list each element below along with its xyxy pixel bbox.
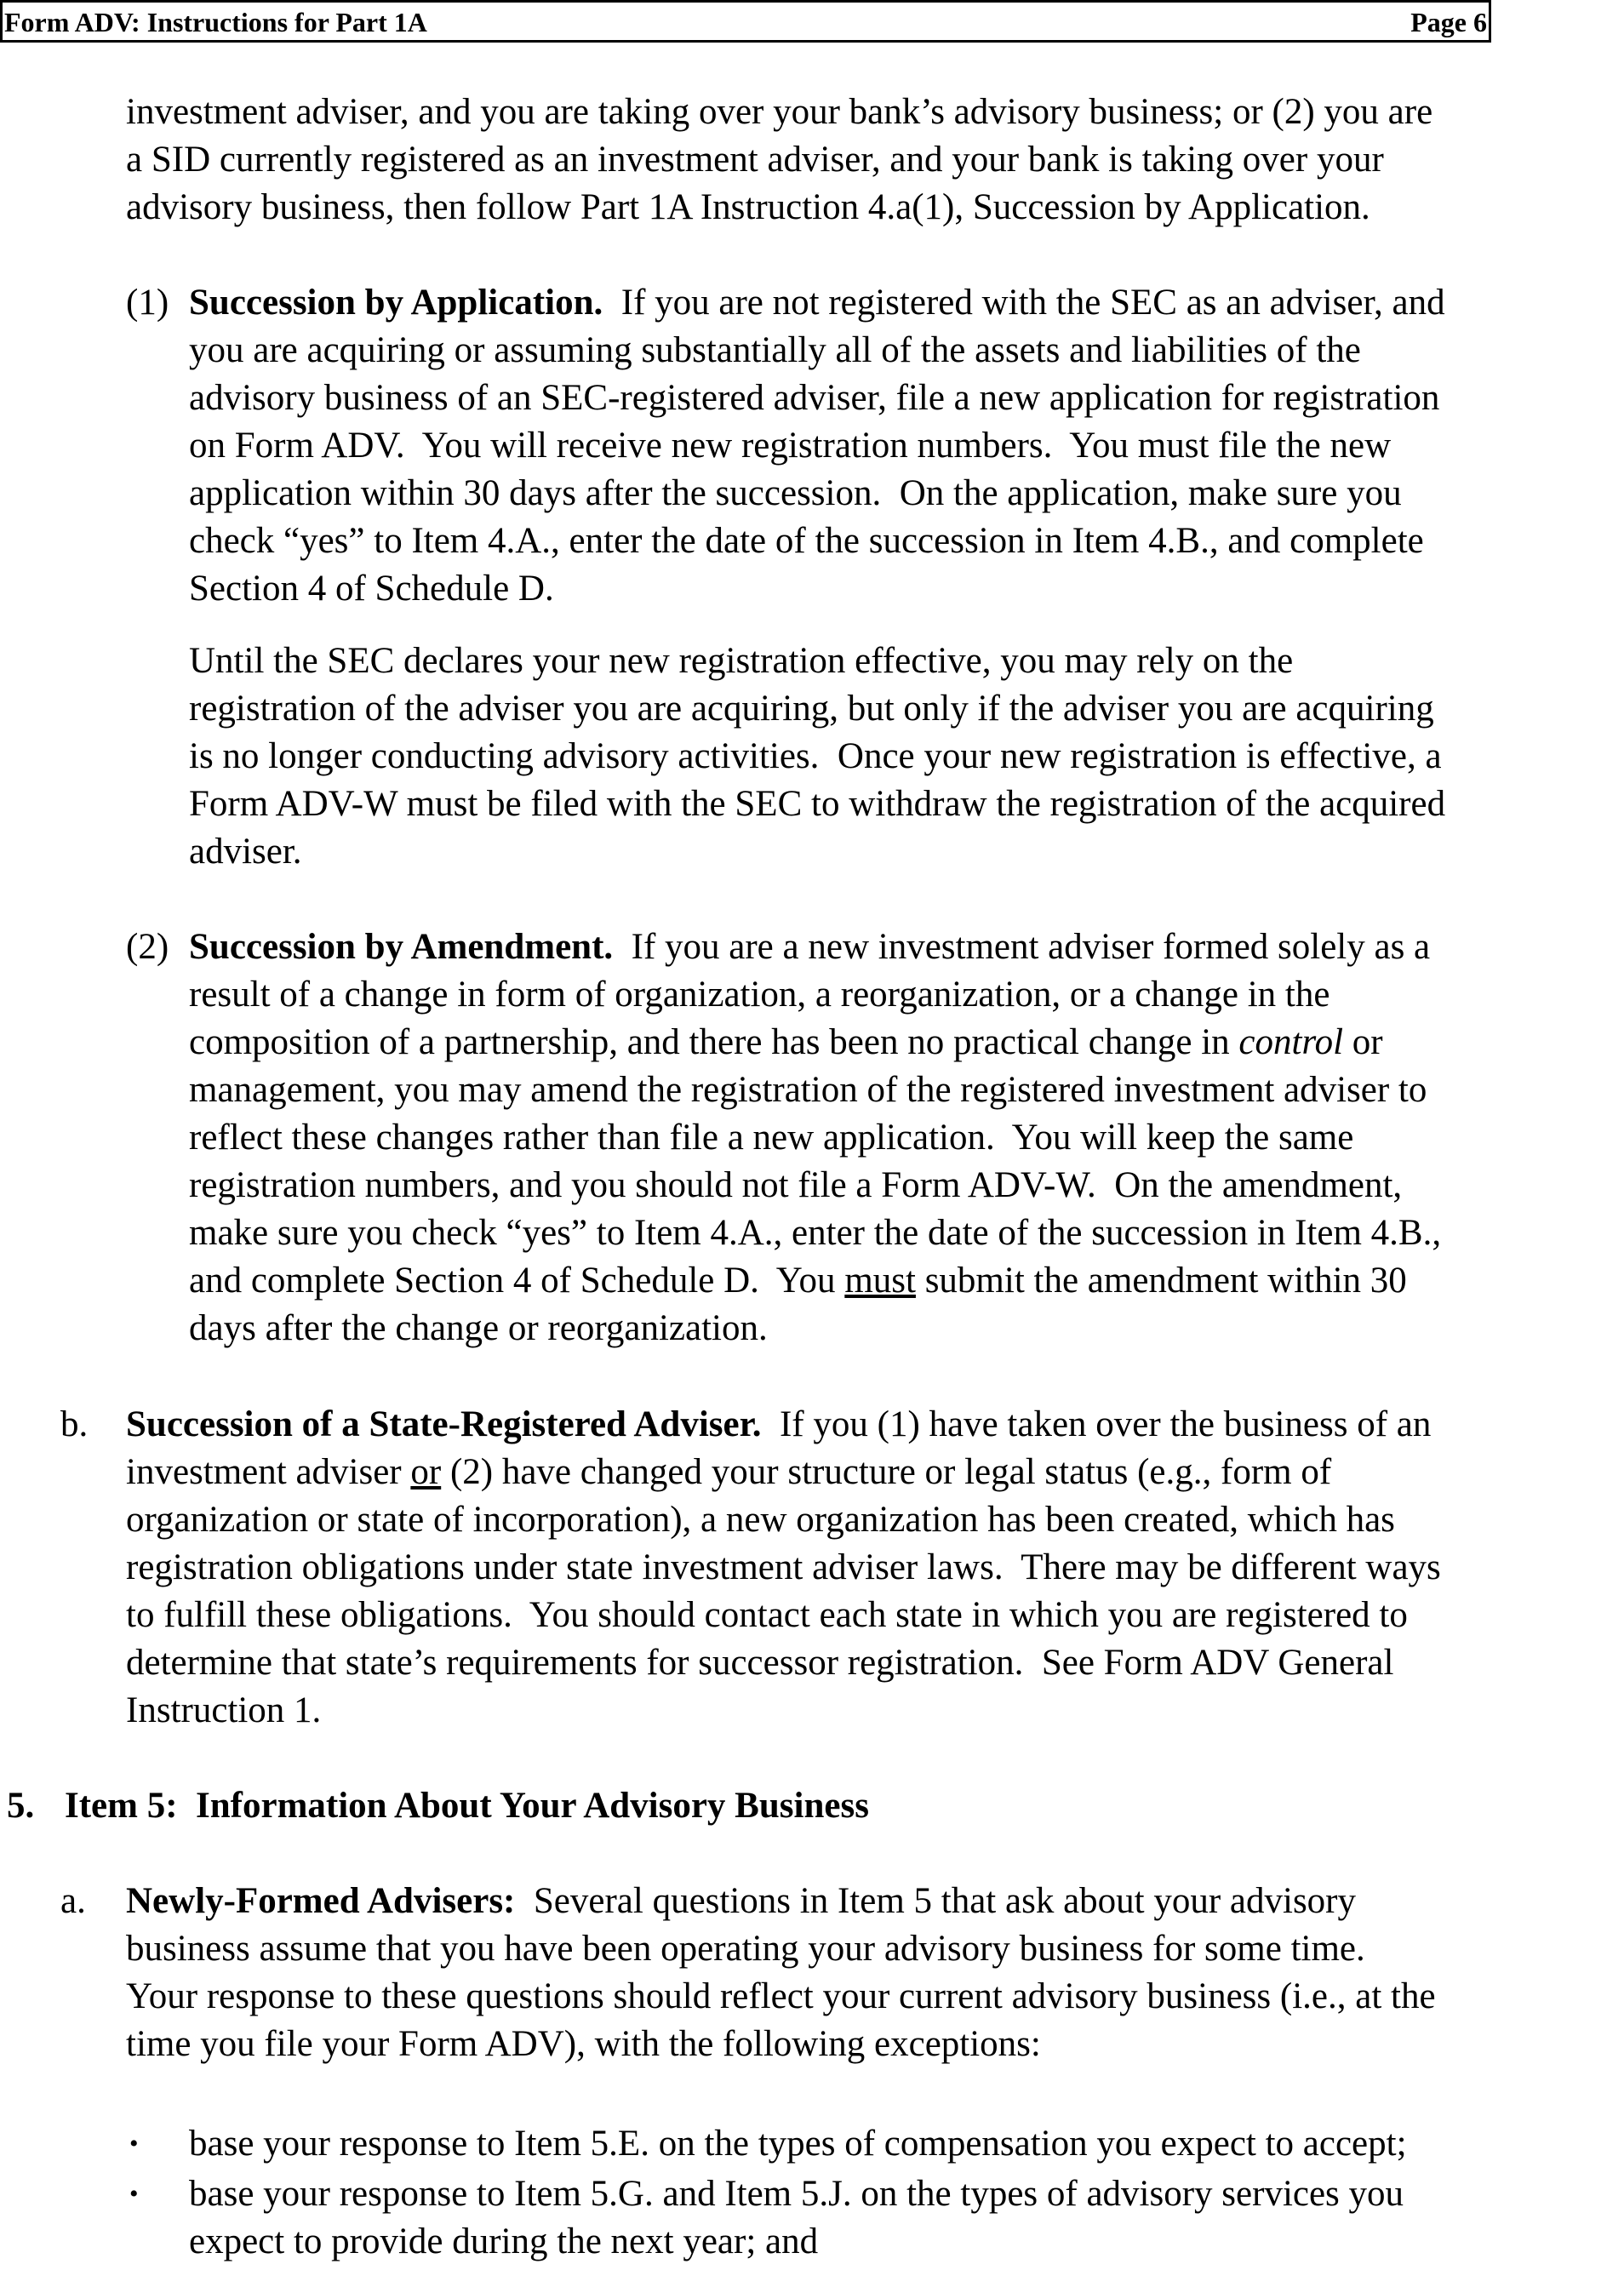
text-line — [189, 2120, 1407, 2168]
text-line — [189, 971, 1441, 1019]
text-line — [126, 1592, 1441, 1639]
text-run: advisory business, then follow Part 1A Instruction 4.a(1), Succession by Application. — [126, 187, 1370, 227]
text-line — [126, 184, 1432, 232]
text-run: check “yes” to Item 4.A., enter the date of the succession in Item 4.B., and complete — [189, 521, 1424, 561]
succession-by-amendment — [189, 923, 1441, 1352]
text-run: time you file your Form ADV), with the following exceptions: — [126, 2024, 1041, 2064]
header-title: Form ADV: Instructions for Part 1A — [4, 7, 427, 37]
text-run: submit the amendment within 30 — [915, 1261, 1407, 1301]
list-marker: 5. — [7, 1786, 35, 1826]
text-run: on Form ADV. You will receive new registration numbers. You must file the new — [189, 426, 1392, 466]
text-line — [189, 733, 1445, 780]
text-line — [65, 1782, 869, 1830]
text-run: application within 30 days after the succession. On the application, make sure you — [189, 473, 1402, 513]
text-line — [126, 1687, 1441, 1735]
text-run: registration numbers, and you should not file a Form ADV-W. On the amendment, — [189, 1165, 1403, 1205]
text-run: determine that state’s requirements for successor registration. See Form ADV General — [126, 1643, 1394, 1683]
text-run: base your response to Item 5.E. on the types of compensation you expect to accept; — [189, 2124, 1407, 2164]
text-line — [189, 565, 1445, 613]
text-run: Instruction 1. — [126, 1690, 322, 1730]
text-line — [189, 685, 1445, 733]
text-line — [189, 1019, 1441, 1066]
text-run: result of a change in form of organization, a reorganization, or a change in the — [189, 975, 1330, 1015]
text-run: Form ADV-W must be filed with the SEC to withdraw the registration of the acquired — [189, 784, 1446, 824]
text-line — [126, 1878, 1436, 1925]
text-line — [189, 1066, 1441, 1114]
text-run: adviser. — [189, 832, 302, 872]
text-line — [126, 2021, 1436, 2068]
bold-heading: Item 5: Information About Your Advisory Business — [65, 1786, 869, 1826]
text-run: and complete Section 4 of Schedule D. You — [189, 1261, 845, 1301]
bullet-icon: • — [129, 2130, 139, 2158]
text-run: or — [1343, 1022, 1383, 1062]
text-line — [189, 1209, 1441, 1257]
page-header — [0, 0, 1491, 43]
text-line — [189, 279, 1445, 327]
text-line — [189, 1257, 1441, 1305]
text-line — [189, 517, 1445, 565]
text-line — [126, 1544, 1441, 1592]
intro-continuation — [126, 89, 1432, 232]
text-run: Your response to these questions should reflect your current advisory business (i.e., at the — [126, 1976, 1436, 2016]
text-line — [126, 1925, 1436, 1973]
text-run: management, you may amend the registration of the registered investment adviser to — [189, 1070, 1427, 1110]
text-run: make sure you check “yes” to Item 4.A., enter the date of the succession in Item 4.B., — [189, 1213, 1442, 1253]
text-line — [126, 89, 1432, 136]
text-line — [189, 327, 1445, 375]
list-marker: (1) — [126, 283, 169, 323]
text-line — [189, 1305, 1441, 1352]
text-line — [189, 422, 1445, 470]
text-run: composition of a partnership, and there has been no practical change in — [189, 1022, 1239, 1062]
text-run: days after the change or reorganization. — [189, 1308, 768, 1348]
text-line — [189, 780, 1445, 828]
text-run: registration obligations under state investment adviser laws. There may be different ways — [126, 1547, 1441, 1587]
text-line — [126, 1496, 1441, 1544]
newly-formed-advisers — [126, 1878, 1436, 2068]
text-line — [189, 1114, 1441, 1162]
text-line — [126, 1449, 1441, 1496]
text-run: is no longer conducting advisory activities. Once your new registration is effective, a — [189, 736, 1442, 776]
text-run: Until the SEC declares your new registration effective, you may rely on the — [189, 641, 1294, 681]
header-page-number: Page 6 — [1410, 7, 1487, 37]
text-run: a SID currently registered as an investment adviser, and your bank is taking over your — [126, 140, 1384, 180]
text-line — [126, 1973, 1436, 2021]
bullet-icon: • — [129, 2180, 139, 2208]
text-line — [189, 2170, 1404, 2218]
text-line — [189, 923, 1441, 971]
text-run: If you are not registered with the SEC as an adviser, and — [603, 283, 1445, 323]
item-5-heading — [65, 1782, 869, 1830]
bold-heading: Succession by Application. — [189, 283, 603, 323]
text-run: advisory business of an SEC-registered adviser, file a new application for registration — [189, 378, 1440, 418]
text-run: you are acquiring or assuming substantially all of the assets and liabilities of the — [189, 330, 1361, 370]
text-run: organization or state of incorporation), a new organization has been created, which has — [126, 1500, 1395, 1540]
text-run: investment adviser, and you are taking over your bank’s advisory business; or (2) you are — [126, 92, 1433, 132]
list-marker: a. — [60, 1881, 86, 1921]
text-run: reflect these changes rather than file a new application. You will keep the same — [189, 1118, 1354, 1158]
italic-term: control — [1238, 1022, 1344, 1062]
underlined-term: or — [410, 1452, 442, 1492]
text-run: (2) have changed your structure or legal status (e.g., form of — [441, 1452, 1332, 1492]
text-line — [189, 2218, 1404, 2266]
succession-state-registered — [126, 1401, 1441, 1735]
underlined-term: must — [844, 1261, 916, 1301]
text-line — [189, 1162, 1441, 1209]
text-run: registration of the adviser you are acquiring, but only if the adviser you are acquiring — [189, 689, 1434, 729]
bold-heading: Succession of a State-Registered Adviser. — [126, 1404, 762, 1444]
list-marker: (2) — [126, 927, 169, 967]
text-run: expect to provide during the next year; and — [189, 2221, 819, 2261]
text-run: base your response to Item 5.G. and Item 5.J. on the types of advisory services you — [189, 2174, 1404, 2214]
text-line — [189, 828, 1445, 876]
text-run: investment adviser — [126, 1452, 411, 1492]
text-run: If you (1) have taken over the business of an — [761, 1404, 1432, 1444]
list-marker: b. — [60, 1404, 89, 1444]
text-line — [189, 638, 1445, 685]
bullet-item-5g-5j — [189, 2170, 1404, 2266]
text-run: Several questions in Item 5 that ask about your advisory — [515, 1881, 1357, 1921]
text-line — [189, 470, 1445, 517]
bold-heading: Succession by Amendment. — [189, 927, 614, 967]
text-run: Section 4 of Schedule D. — [189, 569, 554, 609]
text-line — [126, 1401, 1441, 1449]
bold-heading: Newly-Formed Advisers: — [126, 1881, 516, 1921]
bullet-item-5e — [189, 2120, 1407, 2168]
succession-by-application — [189, 279, 1445, 613]
until-sec-declares — [189, 638, 1445, 876]
text-run: business assume that you have been operating your advisory business for some time. — [126, 1929, 1365, 1969]
text-line — [126, 1639, 1441, 1687]
text-line — [189, 375, 1445, 422]
text-run: to fulfill these obligations. You should contact each state in which you are registered to — [126, 1595, 1408, 1635]
text-run: If you are a new investment adviser formed solely as a — [613, 927, 1431, 967]
text-line — [126, 136, 1432, 184]
